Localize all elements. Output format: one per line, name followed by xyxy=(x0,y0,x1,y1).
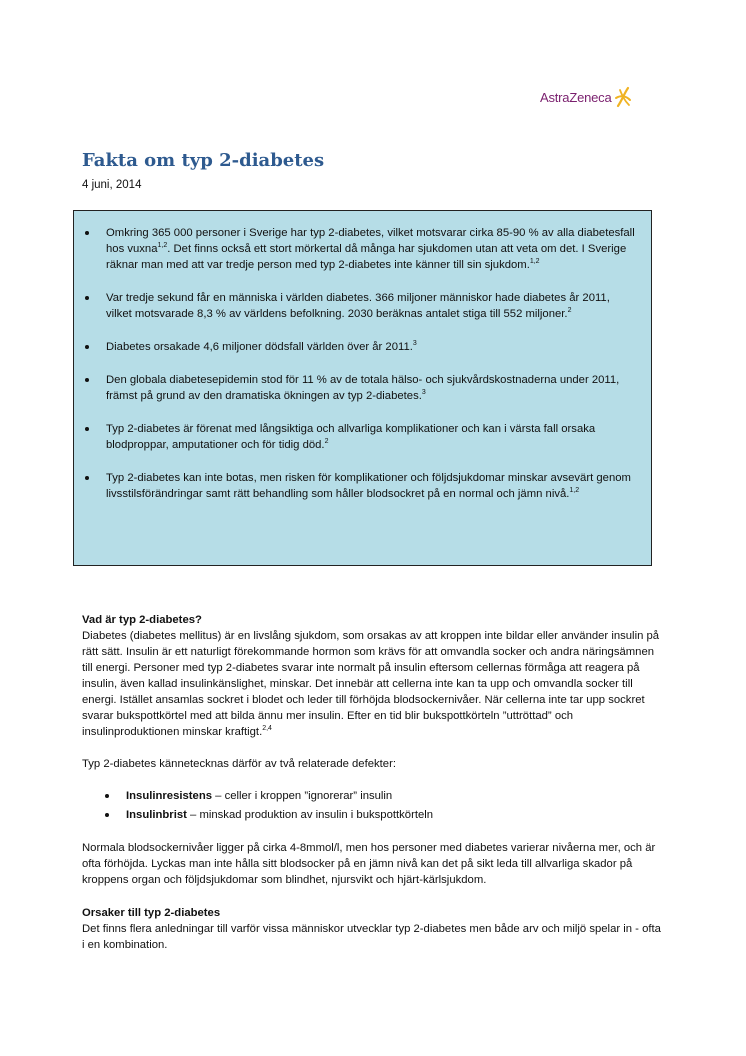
bullet-icon xyxy=(85,296,89,300)
paragraph: Normala blodsockernivåer ligger på cirka 4-8mmol/l, men hos personer med diabetes varierar nivåerna mer, och är ofta förhöjda. Lyckas man inte hålla sitt blodsocker på en jämn nivå kan det på sikt leda till allvarliga skador på kroppens organ och följdsjukdomar som blindhet, njursvikt och hjärt-kärlsjukdom. xyxy=(82,842,656,886)
paragraph: Diabetes (diabetes mellitus) är en livslång sjukdom, som orsakas av att kroppen inte bildar eller använder insulin på rätt sätt. Insulin är ett naturligt förekommande hormon som krävs för att omvandla socker och andra näringsämnen till energi. Personer med typ 2-diabetes svarar inte normalt på insulin eftersom cellernas förmåga att reagera på insulin, även kallad insulinkänslighet, minskar. Det innebär att cellerna inte kan ta upp och omvandla socker till energi. Istället ansamlas sockret i blodet och leder till förhöjda blodsockernivåer. När cellerna inte tar upp sockret svarar bukspottkörtel med att bilda ännu mer insulin. Efter en tid blir bukspottkörteln ”uttröttad” och insulinproduktionen minskar kraftigt.$^{2,4}$ xyxy=(82,630,660,738)
key-facts-list xyxy=(82,225,637,502)
fact-item: Diabetes orsakade 4,6 miljoner dödsfall världen över år 2011.$^3$ xyxy=(82,339,637,355)
article-body xyxy=(82,612,662,953)
bullet-icon xyxy=(105,813,109,817)
fact-item: Typ 2-diabetes är förenat med långsiktiga och allvarliga komplikationer och kan i värsta fall orsaka blodproppar, amputationer och för tidig död.$^2$ xyxy=(82,421,637,453)
fact-item: Den globala diabetesepidemin stod för 11 % av de totala hälso- och sjukvårdskostnaderna under 2011, främst på grund av den dramatiska ökningen av typ 2-diabetes.$^3$ xyxy=(82,372,637,404)
bullet-icon xyxy=(85,378,89,382)
page-title: Fakta om typ 2-diabetes xyxy=(82,150,325,171)
astrazeneca-swirl-icon xyxy=(614,86,632,108)
section-heading: Vad är typ 2-diabetes? xyxy=(82,614,202,626)
bullet-icon xyxy=(85,476,89,480)
company-logo xyxy=(540,86,632,108)
paragraph: Typ 2-diabetes kännetecknas därför av två relaterade defekter: xyxy=(82,758,396,770)
defects-list xyxy=(82,788,662,823)
bullet-icon xyxy=(85,427,89,431)
logo-wordmark: AstraZeneca xyxy=(540,89,612,105)
bullet-icon xyxy=(85,345,89,349)
list-item: Insulinresistens – celler i kroppen ”ignorerar” insulin xyxy=(82,788,662,804)
publish-date: 4 juni, 2014 xyxy=(82,179,142,191)
section-heading: Orsaker till typ 2-diabetes xyxy=(82,907,221,919)
key-facts-box xyxy=(73,210,652,566)
fact-item: Var tredje sekund får en människa i världen diabetes. 366 miljoner människor hade diabetes år 2011, vilket motsvarade 8,3 % av världens befolkning. 2030 beräknas antalet stiga till 552 miljoner.$^2$ xyxy=(82,290,637,322)
list-item: Insulinbrist – minskad produktion av insulin i bukspottkörteln xyxy=(82,807,662,823)
fact-item: Omkring 365 000 personer i Sverige har typ 2-diabetes, vilket motsvarar cirka 85-90 % av alla diabetesfall hos vuxna$^{1,2}$. Det finns också ett stort mörkertal då många har sjukdomen utan att veta om det. I Sverige räknar man med att var tredje person med typ 2-diabetes inte känner till sin sjukdom.$^{1,2}$ xyxy=(82,225,637,273)
bullet-icon xyxy=(85,231,89,235)
bullet-icon xyxy=(105,794,109,798)
paragraph: Det finns flera anledningar till varför vissa människor utvecklar typ 2-diabetes men både arv och miljö spelar in - ofta i en kombination. xyxy=(82,923,661,951)
fact-item: Typ 2-diabetes kan inte botas, men risken för komplikationer och följdsjukdomar minskar avsevärt genom livsstilsförändringar samt rätt behandling som håller blodsockret på en normal och jämn nivå.$^{1,2}$ xyxy=(82,470,637,502)
